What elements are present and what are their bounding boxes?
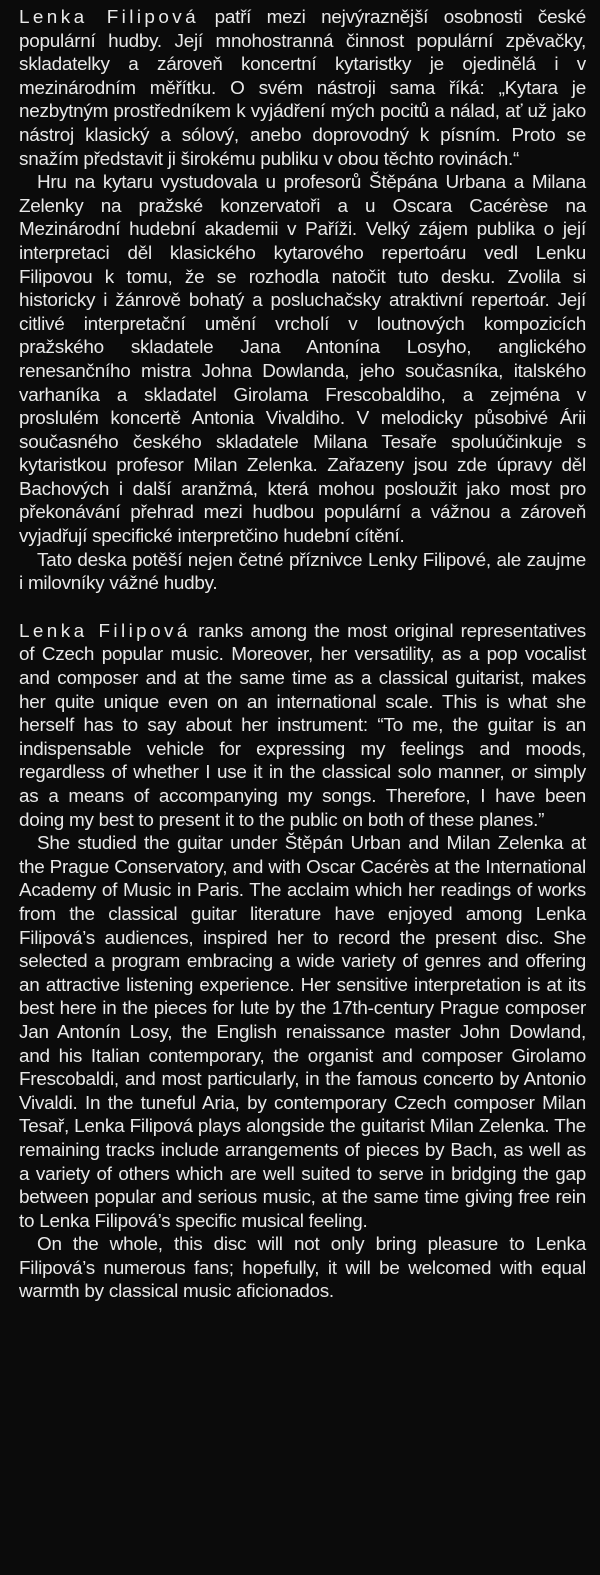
english-paragraph-1 [19, 620, 586, 832]
english-lead-name: Lenka Filipová [19, 620, 191, 642]
czech-paragraph-2: Hru na kytaru vystudovala u profesorů Štěpána Urbana a Milana Zelenky na pražské konzervatoři a u Oscara Cacérèse na Mezinárodní hudební akademii v Paříži. Velký zájem publika o její interpretaci děl klasického kytarového repertoáru vedl Lenku Filipovou k tomu, že se rozhodla natočit tuto desku. Zvolila si historicky i žánrově bohatý a posluchačsky atraktivní repertoár. Její citlivé interpretační umění vrcholí v loutnových kompozicích pražského skladatele Jana Antonína Losyho, anglického renesančního mistra Johna Dowlanda, jeho současníka, italského varhaníka a skladatel Girolama Frescobaldiho, a zejména v proslulém koncertě Antonia Vivaldiho. V melodicky působivé Árii současného českého skladatele Milana Tesaře spoluúčinkuje s kytaristkou profesor Milan Zelenka. Zařazeny jsou zde úpravy děl Bachových i další aranžmá, která mohou posloužit jako most pro překonávání přehrad mezi hudbou populární a vážnou a zároveň vyjadřují specifické interpretčino hudební cítění. [19, 172, 586, 548]
czech-lead-name: Lenka Filipová [19, 7, 199, 28]
english-paragraph-3: On the whole, this disc will not only bring pleasure to Lenka Filipová’s numerous fans; hopefully, it will be welcomed with equal warmth by classical music aficionados. [19, 1234, 586, 1303]
english-paragraph-1-text: ranks among the most original representatives of Czech popular music. Moreover, her versatility, as a pop vocalist and composer and at the same time as a classical guitarist, makes her quite unique even on an international scale. This is what she herself has to say about her instrument: “To me, the guitar is an indispensable vehicle for expressing my feelings and moods, regardless of whether I use it in the classical solo manner, or simply as a means of accompanying my songs. Therefore, I have been doing my best to present it to the public on both of these planes.” [19, 620, 587, 831]
english-text-section [19, 620, 586, 1304]
czech-text-section [19, 6, 586, 596]
czech-paragraph-3: Tato deska potěší nejen četné příznivce Lenky Filipové, ale zaujme i milovníky vážné hudby. [19, 549, 586, 595]
english-paragraph-2: She studied the guitar under Štěpán Urban and Milan Zelenka at the Prague Conservatory, and with Oscar Cacérès at the International Academy of Music in Paris. The acclaim which her readings of works from the classical guitar literature have enjoyed among Lenka Filipová’s audiences, inspired her to record the present disc. She selected a program embracing a wide variety of genres and offering an attractive listening experience. Her sensitive interpretation is at its best here in the pieces for lute by the 17th-century Prague composer Jan Antonín Losy, the English renaissance master John Dowland, and his Italian contemporary, the organist and composer Girolamo Frescobaldi, and most particularly, in the famous concerto by Antonio Vivaldi. In the tuneful Aria, by contemporary Czech composer Milan Tesař, Lenka Filipová plays alongside the guitarist Milan Zelenka. The remaining tracks include arrangements of pieces by Bach, as well as a variety of others which are well suited to serve in bridging the gap between popular and serious music, at the same time giving free rein to Lenka Filipová’s specific musical feeling. [19, 833, 586, 1232]
czech-paragraph-1 [19, 6, 586, 171]
czech-paragraph-1-text: patří mezi nejvýraznější osobnosti české populární hudby. Její mnohostranná činnost populární zpěvačky, skladatelky a zároveň koncertní kytaristky je ojedinělá i v mezinárodním měřítku. O svém nástroji sama říká: „Kytara je nezbytným prostředníkem k vyjádření mých pocitů a nálad, ať už jako nástroj klasický a sólový, anebo doprovodný k písním. Proto se snažím představit ji širokému publiku v obou těchto rovinách.“ [19, 7, 586, 170]
